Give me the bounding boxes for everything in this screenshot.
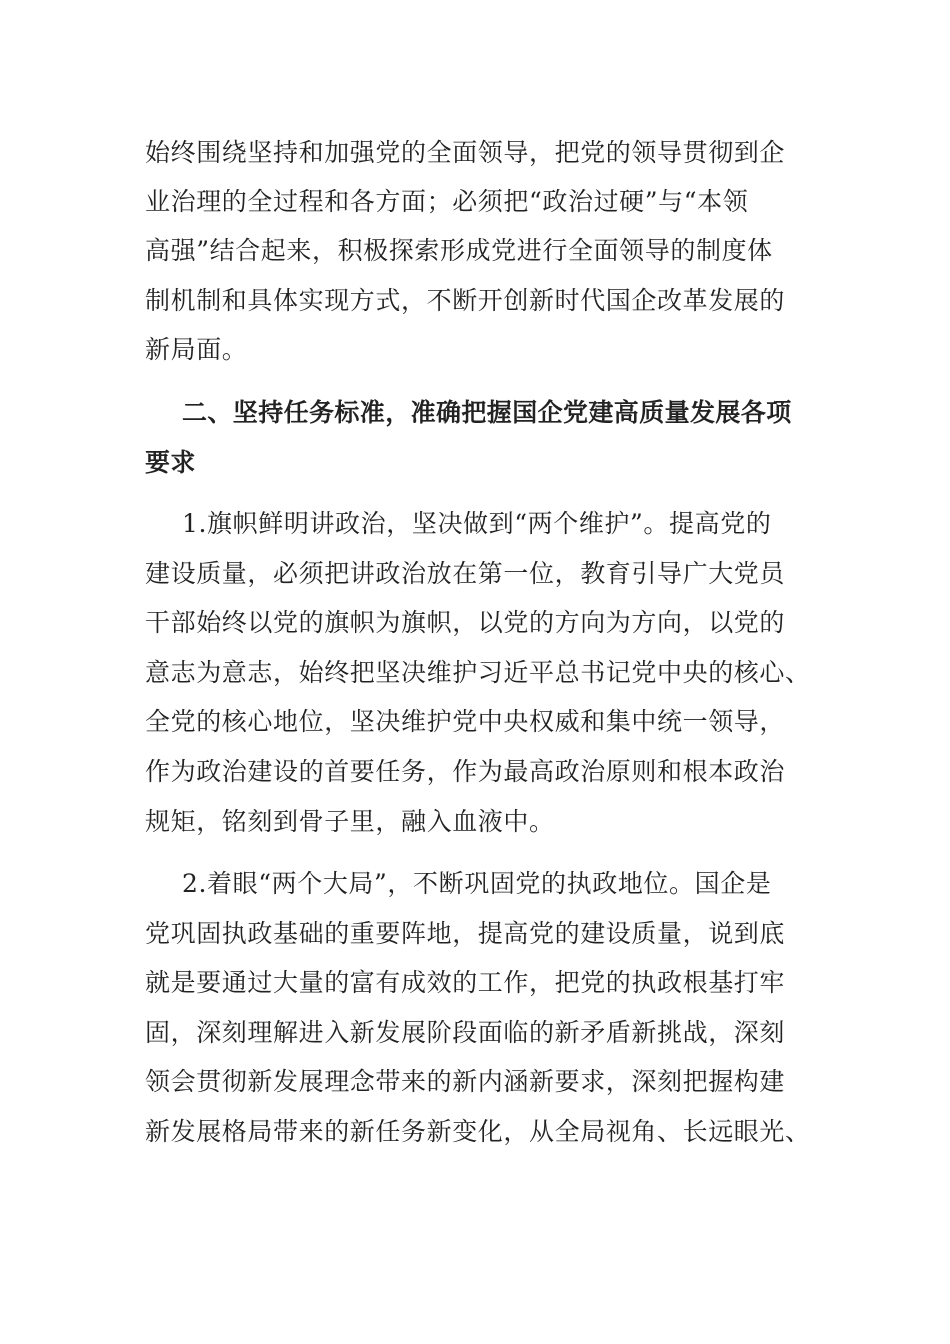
text-line: 1.旗帜鲜明讲政治，坚决做到“两个维护”。提高党的 (182, 509, 772, 538)
text-line: 作为政治建设的首要任务，作为最高政治原则和根本政治 (145, 757, 786, 786)
text-line: 党巩固执政基础的重要阵地，提高党的建设质量，说到底 (145, 919, 786, 948)
text-line: 领会贯彻新发展理念带来的新内涵新要求，深刻把握构建 (145, 1067, 786, 1096)
heading-line: 要求 (145, 448, 196, 477)
text-line: 2.着眼“两个大局”，不断巩固党的执政地位。国企是 (182, 869, 772, 898)
text-line: 建设质量，必须把讲政治放在第一位，教育引导广大党员 (145, 559, 786, 588)
text-line: 规矩，铭刻到骨子里，融入血液中。 (145, 807, 555, 836)
text-line: 制机制和具体实现方式，不断开创新时代国企改革发展的 (145, 286, 786, 315)
text-line: 高强”结合起来，积极探索形成党进行全面领导的制度体 (145, 236, 773, 265)
text-line: 就是要通过大量的富有成效的工作，把党的执政根基打牢 (145, 968, 786, 997)
text-line: 全党的核心地位，坚决维护党中央权威和集中统一领导， (145, 707, 786, 736)
heading-line: 二、坚持任务标准，准确把握国企党建高质量发展各项 (182, 398, 792, 427)
text-line: 意志为意志，始终把坚决维护习近平总书记党中央的核心、 (145, 658, 811, 687)
text-line: 业治理的全过程和各方面；必须把“政治过硬”与“本领 (145, 187, 749, 216)
text-line: 始终围绕坚持和加强党的全面领导，把党的领导贯彻到企 (145, 138, 786, 167)
text-line: 新发展格局带来的新任务新变化，从全局视角、长远眼光、 (145, 1117, 811, 1146)
text-line: 新局面。 (145, 335, 248, 364)
text-line: 干部始终以党的旗帜为旗帜，以党的方向为方向，以党的 (145, 608, 786, 637)
text-line: 固，深刻理解进入新发展阶段面临的新矛盾新挑战，深刻 (145, 1018, 786, 1047)
